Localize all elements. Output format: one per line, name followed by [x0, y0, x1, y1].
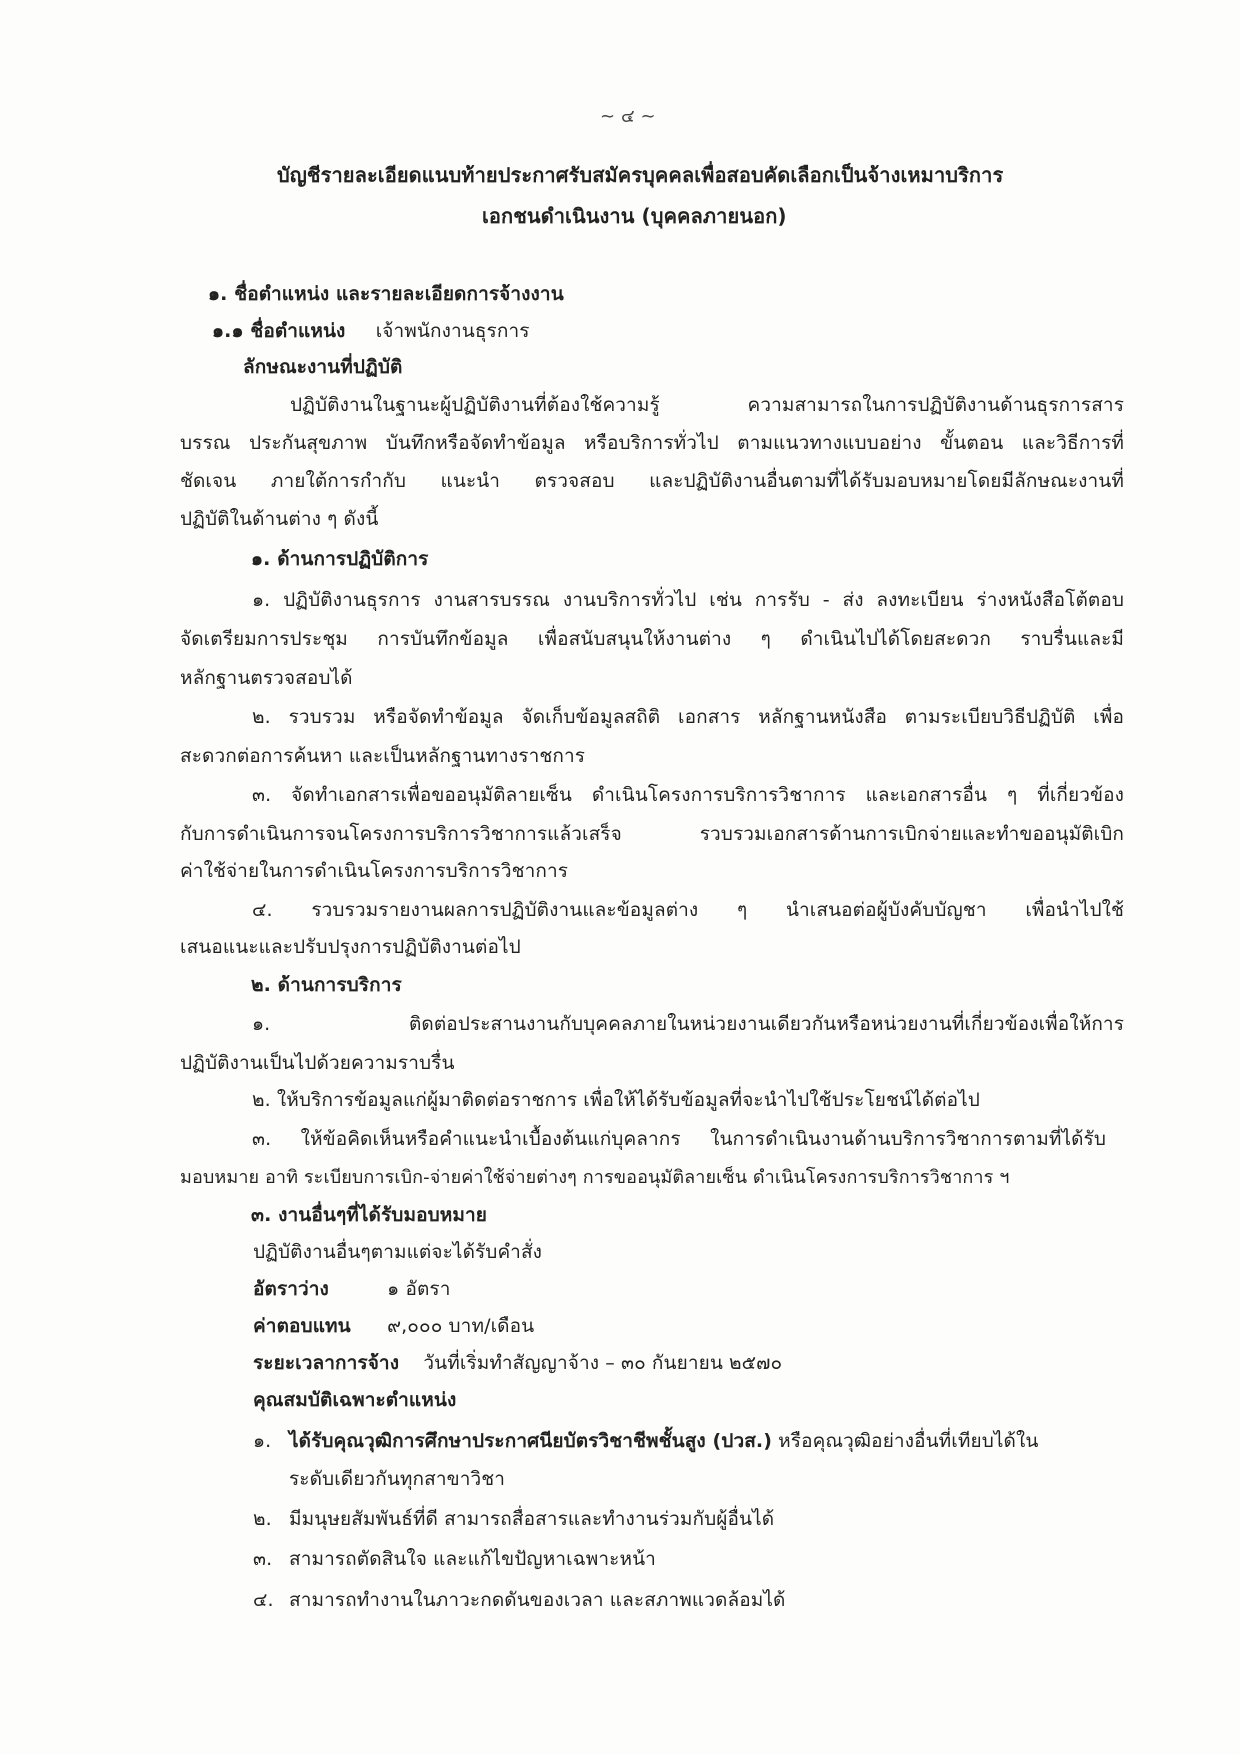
vacancy-row	[253, 1276, 450, 1302]
operations-item-2-line-1: ๒. รวบรวม หรือจัดทำข้อมูล จัดเก็บข้อมูลสถิติ เอกสาร หลักฐานหนังสือ ตามระเบียบวิธีปฏิบัติ เพื่อ	[252, 706, 1124, 728]
job-nature-heading: ลักษณะงานที่ปฏิบัติ	[243, 356, 403, 378]
qualification-text: มีมนุษยสัมพันธ์ที่ดี สามารถสื่อสารและทำงานร่วมกับผู้อื่นได้	[289, 1508, 775, 1530]
position-label: ๑.๑ ชื่อตำแหน่ง	[212, 320, 346, 342]
operations-item-1-line-3: หลักฐานตรวจสอบได้	[180, 667, 353, 689]
services-heading: ๒. ด้านการบริการ	[251, 974, 402, 996]
operations-item-3-line-1: ๓. จัดทำเอกสารเพื่อขออนุมัติลายเซ็น ดำเนินโครงการบริการวิชาการ และเอกสารอื่น ๆ ที่เกี่ยวข้อง	[252, 784, 1124, 806]
section-1-heading: ๑. ชื่อตำแหน่ง และรายละเอียดการจ้างงาน	[208, 283, 564, 305]
salary-row	[253, 1313, 534, 1339]
operations-item-4-line-1: ๔. รวบรวมรายงานผลการปฏิบัติงานและข้อมูลต่าง ๆ นำเสนอต่อผู้บังคับบัญชา เพื่อนำไปใช้	[252, 899, 1124, 921]
salary-value: ๙,๐๐๐ บาท/เดือน	[387, 1315, 535, 1337]
services-item-2-line-1: ๒. ให้บริการข้อมูลแก่ผู้มาติดต่อราชการ เพื่อให้ได้รับข้อมูลที่จะนำไปใช้ประโยชน์ได้ต่อไป	[252, 1089, 980, 1111]
operations-item-3-line-2: กับการดำเนินการจนโครงการบริการวิชาการแล้วเสร็จ รวบรวมเอกสารด้านการเบิกจ่ายและทำขออนุมัติเบิก	[180, 823, 1124, 845]
operations-item-1-line-2: จัดเตรียมการประชุม การบันทึกข้อมูล เพื่อสนับสนุนให้งานต่าง ๆ ดำเนินไปได้โดยสะดวก ราบรื่นและมี	[180, 628, 1124, 650]
qualification-number: ๑.	[253, 1430, 272, 1452]
other-duties-heading: ๓. งานอื่นๆที่ได้รับมอบหมาย	[251, 1204, 487, 1226]
operations-heading: ๑. ด้านการปฏิบัติการ	[251, 548, 429, 570]
qualification-number: ๓.	[253, 1548, 273, 1570]
position-value: เจ้าพนักงานธุรการ	[375, 320, 530, 342]
employment-period-row	[253, 1350, 782, 1376]
qualification-item-1-continuation: ระดับเดียวกันทุกสาขาวิชา	[289, 1468, 506, 1490]
qualification-item-2	[253, 1506, 774, 1532]
qualification-item-3	[253, 1546, 656, 1572]
employment-period-label: ระยะเวลาการจ้าง	[253, 1352, 400, 1374]
intro-line-2: บรรณ ประกันสุขภาพ บันทึกหรือจัดทำข้อมูล หรือบริการทั่วไป ตามแนวทางแบบอย่าง ขั้นตอน และวิธีการที่	[180, 432, 1124, 454]
intro-line-1: ปฏิบัติงานในฐานะผู้ปฏิบัติงานที่ต้องใช้ความรู้ ความสามารถในการปฏิบัติงานด้านธุรการสาร	[290, 394, 1124, 416]
document-title-line-2: เอกชนดำเนินงาน (บุคคลภายนอก)	[482, 204, 787, 228]
qualification-number: ๔.	[253, 1589, 274, 1611]
operations-item-4-line-2: เสนอแนะและปรับปรุงการปฏิบัติงานต่อไป	[180, 936, 521, 958]
operations-item-2-line-2: สะดวกต่อการค้นหา และเป็นหลักฐานทางราชการ	[180, 745, 586, 767]
intro-line-4: ปฏิบัติในด้านต่าง ๆ ดังนี้	[180, 508, 379, 530]
document-title-line-1: บัญชีรายละเอียดแนบท้ายประกาศรับสมัครบุคคลเพื่อสอบคัดเลือกเป็นจ้างเหมาบริการ	[277, 163, 1004, 187]
vacancy-label: อัตราว่าง	[253, 1278, 329, 1300]
operations-item-1-line-1: ๑. ปฏิบัติงานธุรการ งานสารบรรณ งานบริการทั่วไป เช่น การรับ - ส่ง ลงทะเบียน ร่างหนังสือโต้ตอบ	[252, 589, 1124, 611]
position-row	[212, 318, 530, 344]
services-item-1-line-1: ๑. ติดต่อประสานงานกับบุคคลภายในหน่วยงานเดียวกันหรือหน่วยงานที่เกี่ยวข้องเพื่อให้การ	[252, 1013, 1124, 1035]
operations-item-3-line-3: ค่าใช้จ่ายในการดำเนินโครงการบริการวิชาการ	[180, 860, 569, 882]
salary-label: ค่าตอบแทน	[253, 1315, 351, 1337]
services-item-3-line-1: ๓. ให้ข้อคิดเห็นหรือคำแนะนำเบื้องต้นแก่บุคลากร ในการดำเนินงานด้านบริการวิชาการตามที่ได้รับ	[252, 1128, 1106, 1150]
employment-period-value: วันที่เริ่มทำสัญญาจ้าง – ๓๐ กันยายน ๒๕๗๐	[423, 1352, 783, 1374]
services-item-3-line-2: มอบหมาย อาทิ ระเบียบการเบิก-จ่ายค่าใช้จ่ายต่างๆ การขออนุมัติลายเซ็น ดำเนินโครงการบริการวิชาการ ฯ	[180, 1167, 1010, 1188]
qualification-text: สามารถทำงานในภาวะกดดันของเวลา และสภาพแวดล้อมได้	[289, 1589, 786, 1611]
qualifications-heading: คุณสมบัติเฉพาะตำแหน่ง	[253, 1389, 457, 1411]
qualification-item-1	[253, 1428, 1038, 1454]
vacancy-value: ๑ อัตรา	[387, 1278, 451, 1300]
intro-line-3: ชัดเจน ภายใต้การกำกับ แนะนำ ตรวจสอบ และปฏิบัติงานอื่นตามที่ได้รับมอบหมายโดยมีลักษณะงานที่	[180, 470, 1124, 492]
services-item-1-line-2: ปฏิบัติงานเป็นไปด้วยความราบรื่น	[180, 1052, 455, 1074]
other-duties-text: ปฏิบัติงานอื่นๆตามแต่จะได้รับคำสั่ง	[253, 1241, 543, 1263]
qualification-number: ๒.	[253, 1508, 272, 1530]
qualification-text-bold: ได้รับคุณวุฒิการศึกษาประกาศนียบัตรวิชาชีพชั้นสูง (ปวส.)	[289, 1430, 773, 1452]
qualification-text-rest: หรือคุณวุฒิอย่างอื่นที่เทียบได้ใน	[772, 1430, 1039, 1452]
qualification-text: สามารถตัดสินใจ และแก้ไขปัญหาเฉพาะหน้า	[289, 1548, 656, 1570]
qualification-item-4	[253, 1587, 785, 1613]
page-number: ~ ๔ ~	[600, 106, 656, 127]
